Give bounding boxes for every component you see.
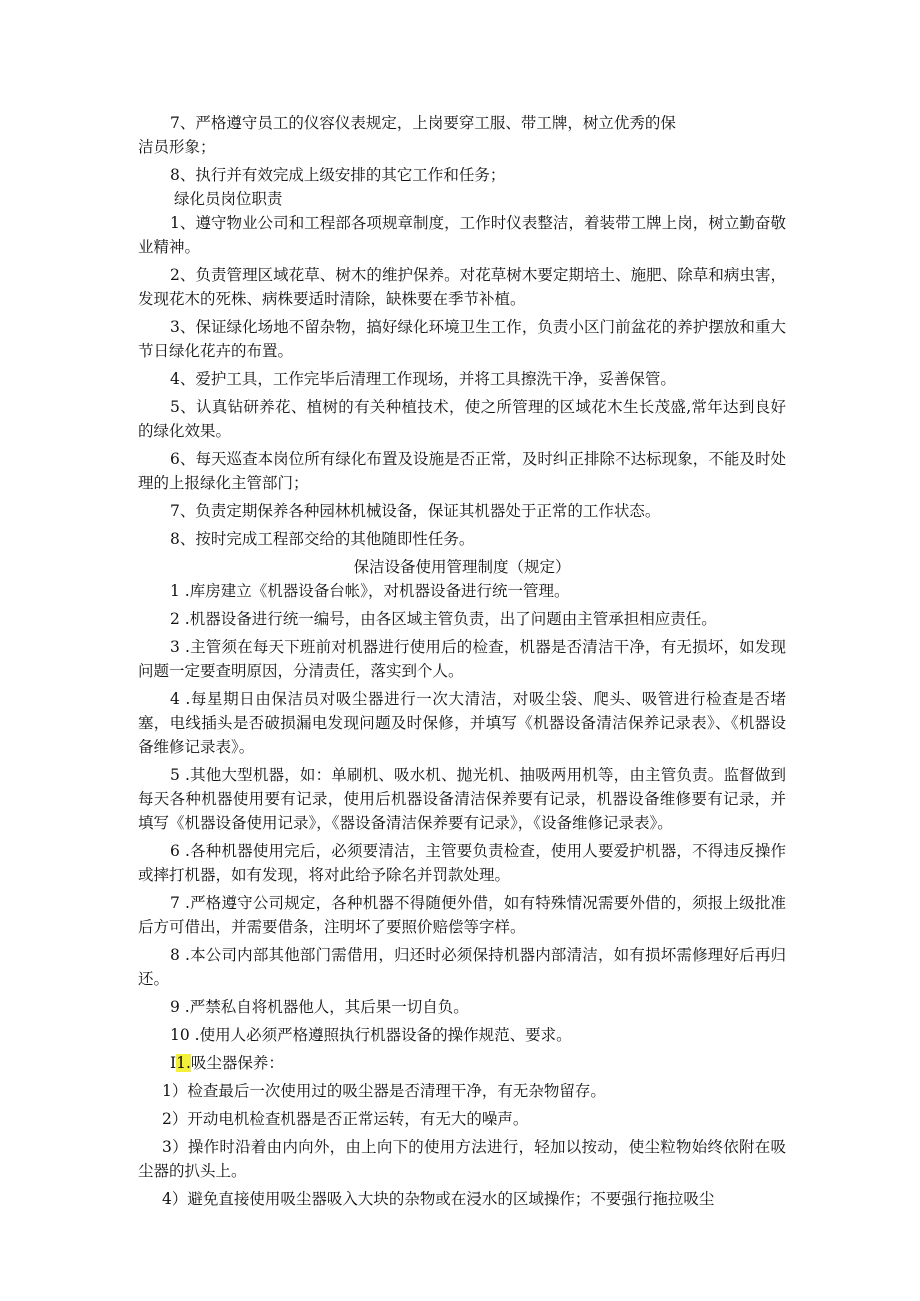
greening-item-3: 3、保证绿化场地不留杂物，搞好绿化环境卫生工作，负责小区门前盆花的养护摆放和重大节日绿化花卉的布置。 <box>138 318 786 360</box>
greening-heading: 绿化员岗位职责 <box>174 190 283 208</box>
document-body <box>138 111 786 1211</box>
greening-item-4: 4、爱护工具，工作完毕后清理工作现场，并将工具擦洗干净，妥善保管。 <box>170 370 676 388</box>
vacuum-care-2: 2）开动电机检查机器是否正常运转，有无大的噪声。 <box>162 1110 529 1128</box>
greening-item-7: 7、负责定期保养各种园林机械设备，保证其机器处于正常的工作状态。 <box>170 502 661 520</box>
highlighted-number: 1. <box>176 1054 191 1072</box>
vacuum-care-4: 4）避免直接使用吸尘器吸入大块的杂物或在浸水的区域操作；不要强行拖拉吸尘 <box>162 1190 715 1208</box>
equipment-item-2: 2 .机器设备进行统一编号，由各区域主管负责，出了问题由主管承担相应责任。 <box>170 610 717 628</box>
equipment-item-9: 9 .严禁私自将机器他人，其后果一切自负。 <box>170 998 469 1016</box>
vacuum-care-3: 3）操作时沿着由内向外，由上向下的使用方法进行，轻加以按动，使尘粒物始终依附在吸尘器的扒头上。 <box>138 1138 786 1180</box>
greening-item-6: 6、每天巡查本岗位所有绿化布置及设施是否正常，及时纠正排除不达标现象，不能及时处理的上报绿化主管部门； <box>138 450 786 492</box>
cleaner-rule-7: 7、严格遵守员工的仪容仪表规定，上岗要穿工服、带工牌，树立优秀的保 <box>170 114 676 132</box>
equipment-item-7: 7 .严格遵守公司规定，各种机器不得随便外借，如有特殊情况需要外借的，须报上级批准后方可借出，并需要借条，注明坏了要照价赔偿等字样。 <box>138 894 786 936</box>
equipment-heading: 保洁设备使用管理制度（规定） <box>353 558 571 576</box>
greening-item-5: 5、认真钻研养花、植树的有关种植技术，使之所管理的区域花木生长茂盛,常年达到良好的绿化效果。 <box>138 398 786 440</box>
greening-item-1: 1、遵守物业公司和工程部各项规章制度，工作时仪表整洁，着装带工牌上岗，树立勤奋敬业精神。 <box>138 214 786 256</box>
cleaner-rule-8: 8、执行并有效完成上级安排的其它工作和任务； <box>170 166 506 184</box>
equipment-item-11 <box>138 1051 786 1075</box>
equipment-item-10: 10 .使用人必须严格遵照执行机器设备的操作规范、要求。 <box>170 1026 572 1044</box>
equipment-item-6: 6 .各种机器使用完后，必须要清洁，主管要负责检查，使用人要爱护机器，不得违反操作或摔打机器，如有发现，将对此给予除名并罚款处理。 <box>138 842 786 884</box>
cleaner-rule-7-continued: 洁员形象； <box>138 138 216 156</box>
equipment-item-8: 8 .本公司内部其他部门需借用，归还时必须保持机器内部清洁，如有损坏需修理好后再归还。 <box>138 946 786 988</box>
greening-item-8: 8、按时完成工程部交给的其他随即性任务。 <box>170 530 475 548</box>
item-11-prefix: I <box>170 1054 177 1072</box>
vacuum-care-1: 1）检查最后一次使用过的吸尘器是否清理干净，有无杂物留存。 <box>162 1082 606 1100</box>
equipment-item-5: 5 .其他大型机器，如：单刷机、吸水机、抛光机、抽吸两用机等，由主管负责。监督做到每天各种机器使用要有记录，使用后机器设备清洁保养要有记录，机器设备维修要有记录，并填写《机器设备使用记录》，《器设备清洁保养要有记录》，《设备维修记录表》。 <box>138 766 786 832</box>
item-11-title: 吸尘器保养： <box>190 1054 284 1072</box>
greening-item-2: 2、负责管理区域花草、树木的维护保养。对花草树木要定期培土、施肥、除草和病虫害，发现花木的死株、病株要适时清除，缺株要在季节补植。 <box>138 266 786 308</box>
equipment-item-3: 3 .主管须在每天下班前对机器进行使用后的检查，机器是否清洁干净，有无损坏，如发现问题一定要查明原因，分清责任，落实到个人。 <box>138 638 786 680</box>
equipment-item-1: 1 .库房建立《机器设备台帐》，对机器设备进行统一管理。 <box>170 582 570 600</box>
equipment-item-4: 4 .每星期日由保洁员对吸尘器进行一次大清洁，对吸尘袋、爬头、吸管进行检查是否堵塞，电线插头是否破损漏电发现问题及时保修，并填写《机器设备清洁保养记录表》、《机器设备维修记录表》。 <box>138 690 786 756</box>
